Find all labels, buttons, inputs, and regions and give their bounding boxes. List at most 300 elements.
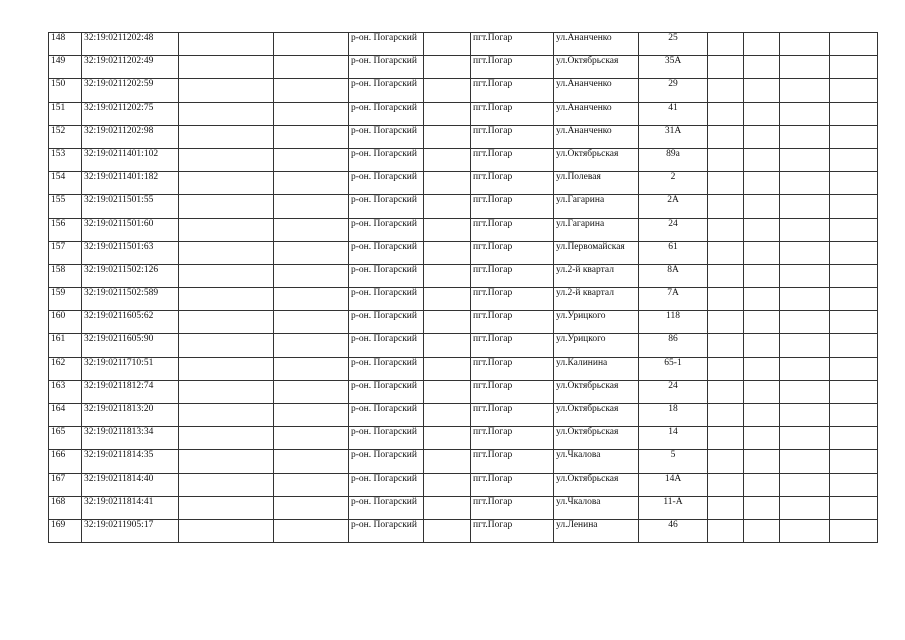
empty-cell [744,496,780,519]
empty-cell [780,496,830,519]
empty-cell [708,450,744,473]
row-number-cell: 165 [49,427,82,450]
empty-cell [830,33,878,56]
empty-cell [830,102,878,125]
cadastral-number-cell: 32:19:0211401:182 [82,172,179,195]
empty-cell [274,311,349,334]
empty-cell [830,218,878,241]
empty-cell [274,125,349,148]
empty-cell [780,172,830,195]
table-row [49,79,878,102]
empty-cell [708,102,744,125]
district-cell: р-он. Погарский [349,473,424,496]
empty-cell [708,218,744,241]
district-cell: р-он. Погарский [349,56,424,79]
empty-cell [179,357,274,380]
table-row [49,473,878,496]
row-number-cell: 154 [49,172,82,195]
cadastral-number-cell: 32:19:0211502:126 [82,264,179,287]
empty-cell [708,33,744,56]
row-number-cell: 169 [49,519,82,542]
house-number-cell: 24 [639,218,708,241]
empty-cell [780,473,830,496]
street-cell: ул.Чкалова [554,496,639,519]
empty-cell [780,450,830,473]
empty-cell [830,334,878,357]
empty-cell [424,218,471,241]
empty-cell [780,148,830,171]
empty-cell [744,195,780,218]
empty-cell [708,241,744,264]
table-row [49,404,878,427]
settlement-cell: пгт.Погар [471,288,554,311]
empty-cell [274,357,349,380]
empty-cell [274,334,349,357]
settlement-cell: пгт.Погар [471,427,554,450]
street-cell: ул.Ананченко [554,102,639,125]
empty-cell [830,404,878,427]
empty-cell [179,334,274,357]
empty-cell [424,404,471,427]
settlement-cell: пгт.Погар [471,404,554,427]
empty-cell [744,218,780,241]
empty-cell [708,79,744,102]
empty-cell [830,125,878,148]
empty-cell [780,380,830,403]
empty-cell [780,56,830,79]
empty-cell [179,148,274,171]
district-cell: р-он. Погарский [349,264,424,287]
table-row [49,148,878,171]
house-number-cell: 118 [639,311,708,334]
empty-cell [179,404,274,427]
empty-cell [274,218,349,241]
row-number-cell: 158 [49,264,82,287]
empty-cell [424,33,471,56]
empty-cell [744,334,780,357]
empty-cell [780,125,830,148]
cadastral-number-cell: 32:19:0211202:98 [82,125,179,148]
street-cell: ул.Ленина [554,519,639,542]
empty-cell [708,264,744,287]
empty-cell [179,33,274,56]
cadastral-number-cell: 32:19:0211813:34 [82,427,179,450]
empty-cell [830,79,878,102]
settlement-cell: пгт.Погар [471,450,554,473]
settlement-cell: пгт.Погар [471,496,554,519]
empty-cell [179,288,274,311]
table-body [49,33,878,543]
empty-cell [274,172,349,195]
empty-cell [780,33,830,56]
empty-cell [708,380,744,403]
table-row [49,172,878,195]
empty-cell [424,519,471,542]
cadastral-number-cell: 32:19:0211814:40 [82,473,179,496]
row-number-cell: 167 [49,473,82,496]
empty-cell [780,427,830,450]
street-cell: ул.Полевая [554,172,639,195]
empty-cell [274,195,349,218]
empty-cell [274,148,349,171]
house-number-cell: 65-1 [639,357,708,380]
settlement-cell: пгт.Погар [471,125,554,148]
empty-cell [274,427,349,450]
empty-cell [274,33,349,56]
empty-cell [274,102,349,125]
street-cell: ул.Октябрьская [554,148,639,171]
empty-cell [424,380,471,403]
table-row [49,33,878,56]
district-cell: р-он. Погарский [349,195,424,218]
house-number-cell: 29 [639,79,708,102]
row-number-cell: 148 [49,33,82,56]
parcel-register-table [48,32,878,543]
empty-cell [830,241,878,264]
cadastral-number-cell: 32:19:0211401:102 [82,148,179,171]
settlement-cell: пгт.Погар [471,380,554,403]
empty-cell [830,172,878,195]
empty-cell [179,496,274,519]
district-cell: р-он. Погарский [349,519,424,542]
cadastral-number-cell: 32:19:0211501:63 [82,241,179,264]
empty-cell [424,334,471,357]
empty-cell [274,56,349,79]
table-row [49,334,878,357]
settlement-cell: пгт.Погар [471,311,554,334]
street-cell: ул.Чкалова [554,450,639,473]
empty-cell [708,404,744,427]
house-number-cell: 35А [639,56,708,79]
empty-cell [274,79,349,102]
house-number-cell: 46 [639,519,708,542]
empty-cell [424,288,471,311]
district-cell: р-он. Погарский [349,102,424,125]
empty-cell [424,311,471,334]
empty-cell [708,334,744,357]
settlement-cell: пгт.Погар [471,473,554,496]
empty-cell [830,311,878,334]
table-row [49,496,878,519]
empty-cell [424,264,471,287]
empty-cell [744,357,780,380]
table-row [49,427,878,450]
street-cell: ул.Первомайская [554,241,639,264]
house-number-cell: 2 [639,172,708,195]
empty-cell [744,288,780,311]
empty-cell [780,404,830,427]
cadastral-number-cell: 32:19:0211501:60 [82,218,179,241]
settlement-cell: пгт.Погар [471,334,554,357]
empty-cell [274,519,349,542]
empty-cell [744,404,780,427]
empty-cell [744,56,780,79]
district-cell: р-он. Погарский [349,218,424,241]
cadastral-number-cell: 32:19:0211814:41 [82,496,179,519]
house-number-cell: 61 [639,241,708,264]
empty-cell [830,427,878,450]
cadastral-number-cell: 32:19:0211605:90 [82,334,179,357]
empty-cell [744,241,780,264]
empty-cell [744,172,780,195]
street-cell: ул.Калинина [554,357,639,380]
settlement-cell: пгт.Погар [471,172,554,195]
street-cell: ул.Ананченко [554,79,639,102]
house-number-cell: 2А [639,195,708,218]
row-number-cell: 161 [49,334,82,357]
empty-cell [179,264,274,287]
empty-cell [830,56,878,79]
empty-cell [780,357,830,380]
empty-cell [274,288,349,311]
empty-cell [424,473,471,496]
cadastral-number-cell: 32:19:0211202:75 [82,102,179,125]
empty-cell [830,496,878,519]
cadastral-number-cell: 32:19:0211814:35 [82,450,179,473]
empty-cell [708,56,744,79]
empty-cell [274,496,349,519]
settlement-cell: пгт.Погар [471,79,554,102]
table-row [49,311,878,334]
table-row [49,218,878,241]
empty-cell [708,427,744,450]
settlement-cell: пгт.Погар [471,33,554,56]
street-cell: ул.Урицкого [554,334,639,357]
settlement-cell: пгт.Погар [471,264,554,287]
settlement-cell: пгт.Погар [471,56,554,79]
row-number-cell: 166 [49,450,82,473]
empty-cell [424,102,471,125]
empty-cell [830,450,878,473]
table-row [49,450,878,473]
empty-cell [744,311,780,334]
row-number-cell: 155 [49,195,82,218]
street-cell: ул.Октябрьская [554,380,639,403]
street-cell: ул.Октябрьская [554,404,639,427]
street-cell: ул.Урицкого [554,311,639,334]
empty-cell [744,264,780,287]
empty-cell [179,519,274,542]
empty-cell [708,311,744,334]
empty-cell [744,79,780,102]
house-number-cell: 41 [639,102,708,125]
house-number-cell: 86 [639,334,708,357]
district-cell: р-он. Погарский [349,241,424,264]
district-cell: р-он. Погарский [349,33,424,56]
cadastral-number-cell: 32:19:0211813:20 [82,404,179,427]
empty-cell [708,288,744,311]
row-number-cell: 157 [49,241,82,264]
empty-cell [708,519,744,542]
empty-cell [780,288,830,311]
house-number-cell: 25 [639,33,708,56]
empty-cell [179,172,274,195]
table-row [49,56,878,79]
empty-cell [744,102,780,125]
row-number-cell: 163 [49,380,82,403]
empty-cell [708,195,744,218]
empty-cell [708,473,744,496]
empty-cell [179,450,274,473]
empty-cell [179,473,274,496]
cadastral-number-cell: 32:19:0211502:589 [82,288,179,311]
house-number-cell: 5 [639,450,708,473]
street-cell: ул.Октябрьская [554,427,639,450]
settlement-cell: пгт.Погар [471,357,554,380]
row-number-cell: 162 [49,357,82,380]
empty-cell [179,218,274,241]
district-cell: р-он. Погарский [349,357,424,380]
street-cell: ул.Октябрьская [554,473,639,496]
empty-cell [744,473,780,496]
empty-cell [708,172,744,195]
district-cell: р-он. Погарский [349,125,424,148]
row-number-cell: 152 [49,125,82,148]
empty-cell [424,496,471,519]
table-row [49,102,878,125]
row-number-cell: 151 [49,102,82,125]
empty-cell [424,125,471,148]
table-row [49,125,878,148]
empty-cell [179,102,274,125]
row-number-cell: 160 [49,311,82,334]
empty-cell [274,450,349,473]
empty-cell [274,380,349,403]
empty-cell [744,427,780,450]
row-number-cell: 159 [49,288,82,311]
empty-cell [780,195,830,218]
cadastral-number-cell: 32:19:0211202:48 [82,33,179,56]
street-cell: ул.2-й квартал [554,288,639,311]
empty-cell [424,241,471,264]
empty-cell [830,288,878,311]
street-cell: ул.Ананченко [554,33,639,56]
row-number-cell: 153 [49,148,82,171]
cadastral-number-cell: 32:19:0211605:62 [82,311,179,334]
settlement-cell: пгт.Погар [471,195,554,218]
empty-cell [274,241,349,264]
house-number-cell: 31А [639,125,708,148]
street-cell: ул.Октябрьская [554,56,639,79]
district-cell: р-он. Погарский [349,427,424,450]
district-cell: р-он. Погарский [349,172,424,195]
cadastral-number-cell: 32:19:0211202:59 [82,79,179,102]
street-cell: ул.Гагарина [554,218,639,241]
table-row [49,380,878,403]
table-row [49,519,878,542]
empty-cell [274,404,349,427]
district-cell: р-он. Погарский [349,288,424,311]
house-number-cell: 18 [639,404,708,427]
empty-cell [830,195,878,218]
empty-cell [424,148,471,171]
street-cell: ул.Ананченко [554,125,639,148]
empty-cell [424,195,471,218]
district-cell: р-он. Погарский [349,79,424,102]
street-cell: ул.Гагарина [554,195,639,218]
empty-cell [780,102,830,125]
table-row [49,241,878,264]
empty-cell [179,56,274,79]
empty-cell [424,450,471,473]
house-number-cell: 8А [639,264,708,287]
house-number-cell: 7А [639,288,708,311]
empty-cell [830,264,878,287]
house-number-cell: 14А [639,473,708,496]
empty-cell [274,473,349,496]
settlement-cell: пгт.Погар [471,241,554,264]
empty-cell [708,148,744,171]
empty-cell [179,241,274,264]
row-number-cell: 168 [49,496,82,519]
empty-cell [830,519,878,542]
table-row [49,288,878,311]
house-number-cell: 89а [639,148,708,171]
district-cell: р-он. Погарский [349,311,424,334]
empty-cell [179,125,274,148]
row-number-cell: 150 [49,79,82,102]
house-number-cell: 14 [639,427,708,450]
cadastral-number-cell: 32:19:0211812:74 [82,380,179,403]
district-cell: р-он. Погарский [349,404,424,427]
empty-cell [424,56,471,79]
empty-cell [830,380,878,403]
empty-cell [744,380,780,403]
empty-cell [744,519,780,542]
table-row [49,357,878,380]
settlement-cell: пгт.Погар [471,519,554,542]
empty-cell [708,357,744,380]
empty-cell [274,264,349,287]
row-number-cell: 149 [49,56,82,79]
district-cell: р-он. Погарский [349,450,424,473]
empty-cell [830,473,878,496]
cadastral-number-cell: 32:19:0211905:17 [82,519,179,542]
settlement-cell: пгт.Погар [471,148,554,171]
empty-cell [780,519,830,542]
empty-cell [830,148,878,171]
street-cell: ул.2-й квартал [554,264,639,287]
empty-cell [744,33,780,56]
empty-cell [179,195,274,218]
empty-cell [179,427,274,450]
house-number-cell: 24 [639,380,708,403]
empty-cell [424,79,471,102]
cadastral-number-cell: 32:19:0211710:51 [82,357,179,380]
house-number-cell: 11-А [639,496,708,519]
empty-cell [179,311,274,334]
empty-cell [780,311,830,334]
empty-cell [424,427,471,450]
empty-cell [780,334,830,357]
empty-cell [830,357,878,380]
empty-cell [780,264,830,287]
empty-cell [179,380,274,403]
district-cell: р-он. Погарский [349,334,424,357]
settlement-cell: пгт.Погар [471,102,554,125]
empty-cell [780,218,830,241]
cadastral-number-cell: 32:19:0211501:55 [82,195,179,218]
empty-cell [744,125,780,148]
empty-cell [708,125,744,148]
empty-cell [744,148,780,171]
empty-cell [744,450,780,473]
settlement-cell: пгт.Погар [471,218,554,241]
empty-cell [780,79,830,102]
empty-cell [424,172,471,195]
district-cell: р-он. Погарский [349,148,424,171]
table-row [49,195,878,218]
